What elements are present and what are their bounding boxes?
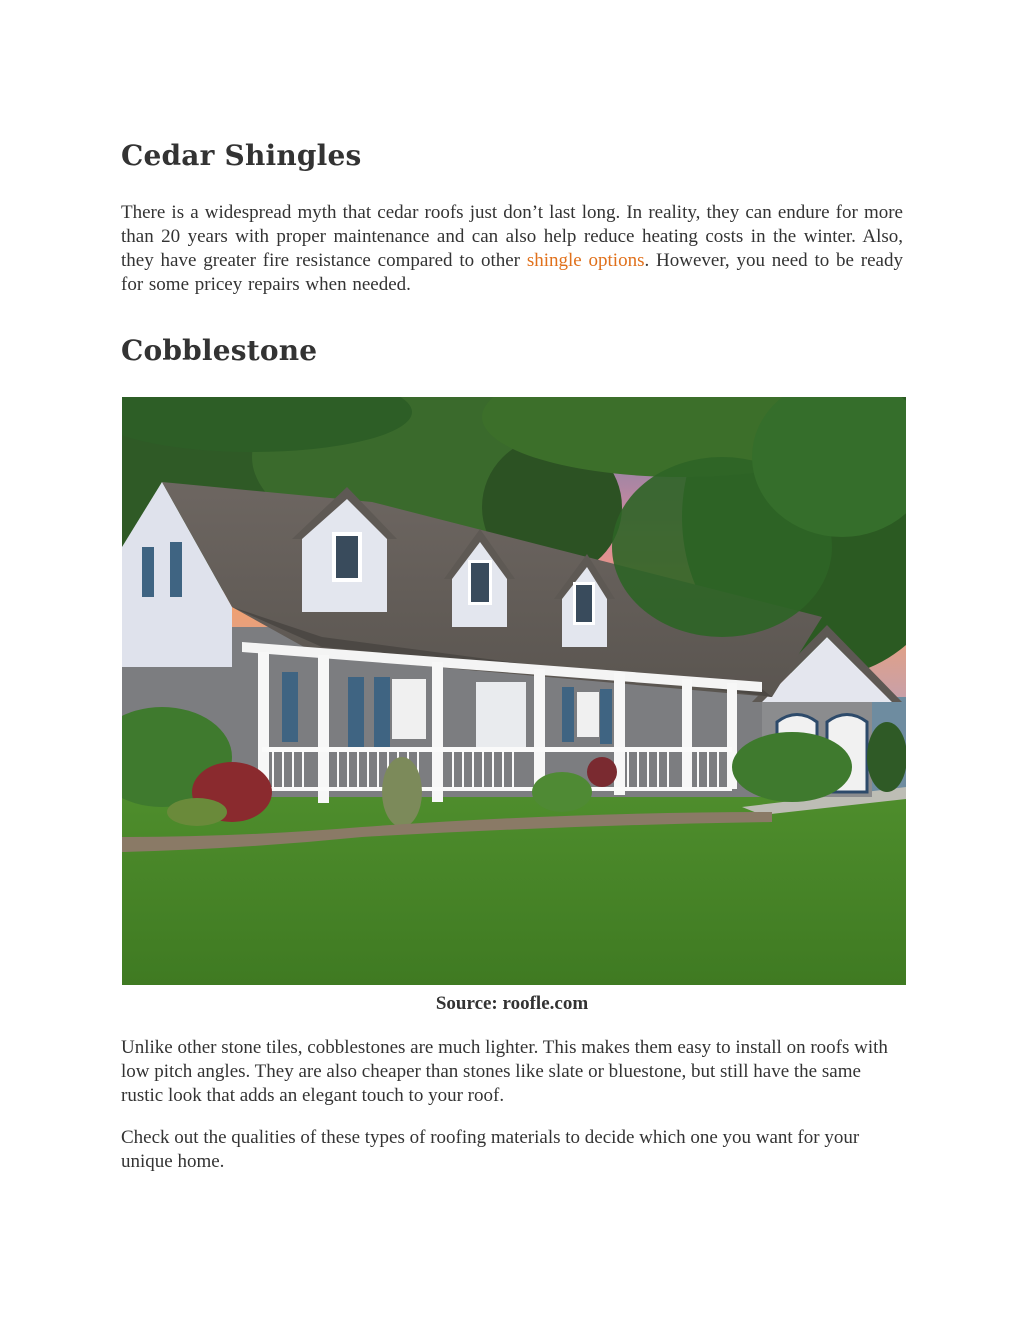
paragraph-cedar-text: There is a widespread myth that cedar roofs just don’t last long. In reality, they can endure for more than 20 years with proper maintenance and can also help reduce heating costs in the winter. Also, they have greater fire resistance compared to other [121, 202, 903, 271]
paragraph-conclusion: Check out the qualities of these types of roofing materials to decide which one you want for your unique home. [121, 1127, 860, 1172]
paragraph-cedar-text-end: . However, you need to be ready for some pricey repairs when needed. [121, 250, 903, 295]
paragraph-cedar [121, 201, 903, 297]
shingle-options-link[interactable]: shingle options [526, 250, 645, 271]
house-photo [122, 397, 906, 985]
heading-cobblestone: Cobblestone [121, 334, 318, 367]
paragraph-cobblestone: Unlike other stone tiles, cobblestones are much lighter. This makes them easy to install on roofs with low pitch angles. They are also cheaper than stones like slate or bluestone, but still have the same rustic look that adds an elegant touch to your roof. [121, 1037, 888, 1106]
heading-cedar-shingles: Cedar Shingles [121, 139, 362, 172]
image-caption: Source: roofle.com [435, 993, 589, 1014]
